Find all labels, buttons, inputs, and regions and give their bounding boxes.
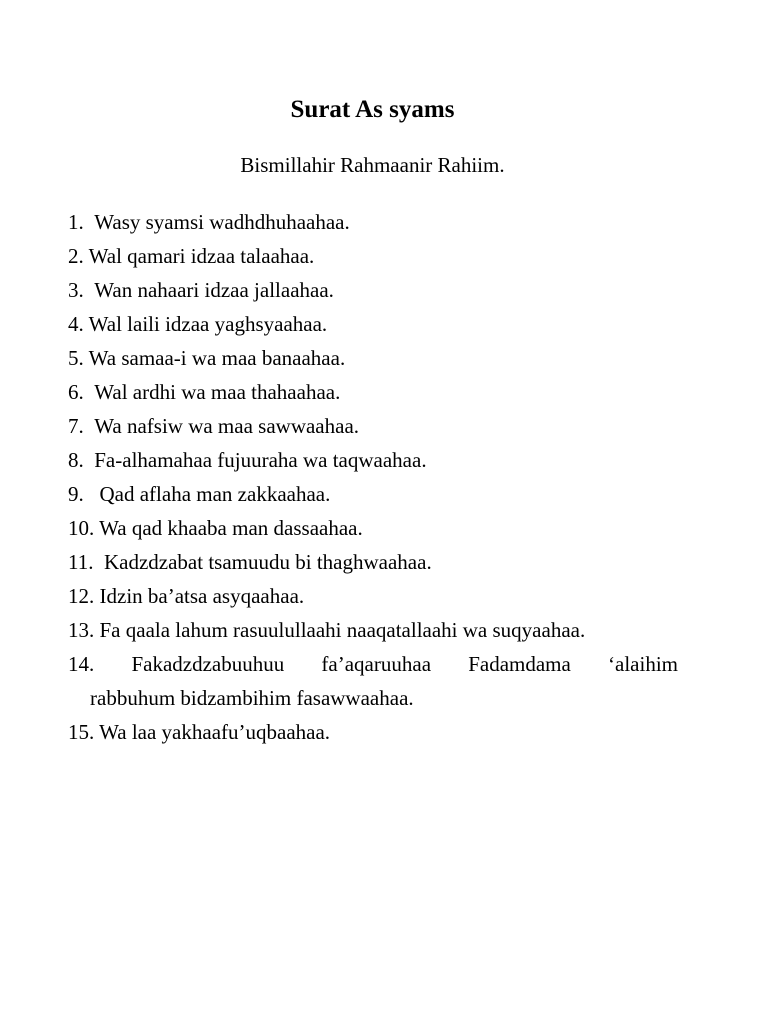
verse-number: 13. [68, 618, 95, 642]
verse-number: 1. [68, 210, 84, 234]
verse-text: Idzin ba’atsa asyqaahaa. [99, 584, 305, 608]
verse-number: 14. [68, 652, 95, 676]
verse-number: 6. [68, 380, 84, 404]
verse-number: 10. [68, 516, 95, 540]
verse-item [68, 443, 678, 477]
verse-text: Qad aflaha man zakkaahaa. [99, 482, 331, 506]
verse-number: 11. [68, 550, 94, 574]
verse-number: 15. [68, 720, 95, 744]
verse-line [68, 647, 678, 681]
verse-number: 3. [68, 278, 84, 302]
verse-item [68, 545, 678, 579]
verse-item [68, 409, 678, 443]
verse-item [68, 341, 678, 375]
verse-text: Fa qaala lahum rasuulullaahi naaqatallaahi wa suqyaahaa. [99, 618, 586, 642]
verse-text: Wan nahaari idzaa jallaahaa. [94, 278, 334, 302]
verse-item [68, 375, 678, 409]
verse-number: 12. [68, 584, 95, 608]
verse-text: Wal qamari idzaa talaahaa. [88, 244, 315, 268]
verse-item [68, 647, 678, 715]
verse-text: Wal ardhi wa maa thahaahaa. [94, 380, 341, 404]
verse-text: Wa nafsiw wa maa sawwaahaa. [94, 414, 360, 438]
verse-item [68, 715, 678, 749]
opening-line: Bismillahir Rahmaanir Rahiim. [240, 153, 505, 177]
verse-number: 7. [68, 414, 84, 438]
verse-item [68, 477, 678, 511]
verse-number: 2. [68, 244, 84, 268]
verse-number: 9. [68, 482, 84, 506]
verse-text: Wa qad khaaba man dassaahaa. [99, 516, 363, 540]
verse-text: Kadzdzabat tsamuudu bi thaghwaahaa. [103, 550, 432, 574]
verse-text: Wa laa yakhaafu’uqbaahaa. [99, 720, 331, 744]
verse-item [68, 239, 678, 273]
verse-text-line-1: Fakadzdzabuuhuu fa’aqaruuhaa Fadamdama ‘alaihim [131, 652, 678, 676]
verse-text: Fa-alhamahaa fujuuraha wa taqwaahaa. [94, 448, 427, 472]
verse-text: Wal laili idzaa yaghsyaahaa. [88, 312, 328, 336]
verse-item [68, 579, 678, 613]
page-title: Surat As syams [290, 96, 455, 123]
verse-number: 4. [68, 312, 84, 336]
verse-number: 8. [68, 448, 84, 472]
verse-text: Wa samaa-i wa maa banaahaa. [88, 346, 346, 370]
verse-item [68, 205, 678, 239]
verse-item [68, 273, 678, 307]
verse-list [68, 205, 678, 749]
verse-text: Wasy syamsi wadhdhuhaahaa. [94, 210, 350, 234]
verse-item [68, 613, 678, 647]
verse-text-line-2: rabbuhum bidzambihim fasawwaahaa. [90, 686, 414, 710]
verse-item [68, 307, 678, 341]
verse-item [68, 511, 678, 545]
verse-number: 5. [68, 346, 84, 370]
